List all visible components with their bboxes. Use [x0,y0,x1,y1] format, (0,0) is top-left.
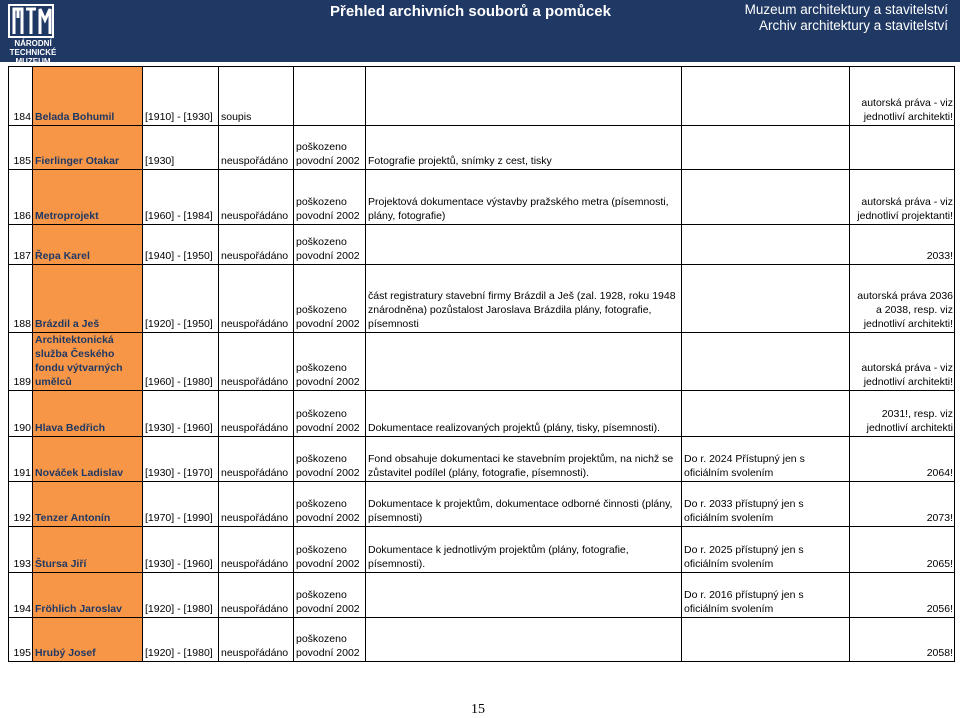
damage-note: poškozeno povodní 2002 [294,170,366,225]
archive-table [8,66,955,662]
row-number: 194 [9,573,33,618]
logo-text-line-3: MUZEUM [15,57,51,66]
access-note [682,225,850,265]
rights-note: 2031!, resp. viz jednotliví architekti [850,391,955,437]
rights-note: 2064! [850,437,955,482]
processing-status: neuspořádáno [219,170,294,225]
date-range: [1930] - [1960] [143,527,219,573]
header-institution [745,2,948,34]
row-number: 186 [9,170,33,225]
table-row [9,527,955,573]
logo-text-line-2: TECHNICKÉ [9,48,57,57]
content-description: Fond obsahuje dokumentaci ke stavebním projektům, na nichž se zůstavitel podílel (plány, fotografie, písemnosti). [366,437,682,482]
row-number: 190 [9,391,33,437]
table-row [9,437,955,482]
table-row [9,225,955,265]
fond-name: Hrubý Josef [33,618,143,662]
processing-status: neuspořádáno [219,265,294,333]
table-row [9,126,955,170]
date-range: [1940] - [1950] [143,225,219,265]
date-range: [1960] - [1984] [143,170,219,225]
access-note [682,391,850,437]
content-description: Fotografie projektů, snímky z cest, tisky [366,126,682,170]
row-number: 192 [9,482,33,527]
access-note [682,618,850,662]
fond-name: Štursa Jiří [33,527,143,573]
institution-name: Muzeum architektury a stavitelství [744,2,948,17]
rights-note: 2033! [850,225,955,265]
processing-status: neuspořádáno [219,437,294,482]
date-range: [1910] - [1930] [143,67,219,126]
damage-note: poškozeno povodní 2002 [294,333,366,391]
fond-name: Fröhlich Jaroslav [33,573,143,618]
rights-note: 2073! [850,482,955,527]
damage-note: poškozeno povodní 2002 [294,391,366,437]
row-number: 187 [9,225,33,265]
table-row [9,67,955,126]
table-row [9,482,955,527]
rights-note: autorská práva - viz jednotliví architekti! [850,333,955,391]
ntm-logo-icon [8,4,54,38]
content-description: Projektová dokumentace výstavby pražského metra (písemnosti, plány, fotografie) [366,170,682,225]
damage-note: poškozeno povodní 2002 [294,437,366,482]
damage-note: poškozeno povodní 2002 [294,482,366,527]
fond-name: Metroprojekt [33,170,143,225]
processing-status: neuspořádáno [219,126,294,170]
row-number: 191 [9,437,33,482]
row-number: 193 [9,527,33,573]
content-description [366,67,682,126]
access-note: Do r. 2033 přístupný jen s oficiálním svolením [682,482,850,527]
fond-name: Hlava Bedřich [33,391,143,437]
rights-note [850,126,955,170]
date-range: [1960] - [1980] [143,333,219,391]
access-note: Do r. 2025 přístupný jen s oficiálním svolením [682,527,850,573]
damage-note: poškozeno povodní 2002 [294,225,366,265]
processing-status: neuspořádáno [219,573,294,618]
processing-status: soupis [219,67,294,126]
damage-note: poškozeno povodní 2002 [294,573,366,618]
row-number: 188 [9,265,33,333]
rights-note: 2058! [850,618,955,662]
logo-text-line-1: NÁRODNÍ [14,39,52,48]
processing-status: neuspořádáno [219,527,294,573]
access-note [682,265,850,333]
rights-note: autorská práva - viz jednotliví architekti! [850,67,955,126]
content-description: Dokumentace k projektům, dokumentace odborné činnosti (plány, písemnosti) [366,482,682,527]
table-row [9,573,955,618]
department-name: Archiv architektury a stavitelství [758,18,948,33]
fond-name: Architektonická služba Českého fondu výtvarných umělců [33,333,143,391]
access-note [682,126,850,170]
content-description: Dokumentace k jednotlivým projektům (plány, fotografie, písemnosti). [366,527,682,573]
damage-note: poškozeno povodní 2002 [294,527,366,573]
fond-name: Nováček Ladislav [33,437,143,482]
access-note [682,67,850,126]
museum-logo [4,2,58,66]
date-range: [1920] - [1980] [143,618,219,662]
rights-note: 2065! [850,527,955,573]
table-row [9,333,955,391]
date-range: [1920] - [1950] [143,265,219,333]
fond-name: Tenzer Antonín [33,482,143,527]
damage-note: poškozeno povodní 2002 [294,618,366,662]
row-number: 189 [9,333,33,391]
fond-name: Belada Bohumil [33,67,143,126]
date-range: [1920] - [1980] [143,573,219,618]
date-range: [1930] - [1970] [143,437,219,482]
page-title: Přehled archivních souborů a pomůcek [330,3,611,20]
content-description [366,618,682,662]
content-description: Dokumentace realizovaných projektů (plány, tisky, písemnosti). [366,391,682,437]
content-description [366,225,682,265]
row-number: 184 [9,67,33,126]
date-range: [1930] [143,126,219,170]
table-row [9,618,955,662]
processing-status: neuspořádáno [219,482,294,527]
fond-name: Fierlinger Otakar [33,126,143,170]
date-range: [1930] - [1960] [143,391,219,437]
table-row [9,391,955,437]
content-description [366,573,682,618]
access-note: Do r. 2024 Přístupný jen s oficiálním svolením [682,437,850,482]
row-number: 195 [9,618,33,662]
fond-name: Řepa Karel [33,225,143,265]
fond-name: Brázdil a Ješ [33,265,143,333]
content-description: část registratury stavební firmy Brázdil a Ješ (zal. 1928, roku 1948 znárodněna) pozůstalost Jaroslava Brázdila plány, fotografie, písemnosti [366,265,682,333]
processing-status: neuspořádáno [219,333,294,391]
table-row [9,265,955,333]
access-note: Do r. 2016 přístupný jen s oficiálním svolením [682,573,850,618]
page-number: 15 [471,702,485,717]
access-note [682,333,850,391]
damage-note: poškozeno povodní 2002 [294,265,366,333]
rights-note: autorská práva - viz jednotliví projektanti! [850,170,955,225]
content-description [366,333,682,391]
rights-note: autorská práva 2036 a 2038, resp. viz jednotliví architekti! [850,265,955,333]
page-header [0,0,960,66]
table-row [9,170,955,225]
row-number: 185 [9,126,33,170]
damage-note: poškozeno povodní 2002 [294,126,366,170]
damage-note [294,67,366,126]
processing-status: neuspořádáno [219,391,294,437]
processing-status: neuspořádáno [219,225,294,265]
processing-status: neuspořádáno [219,618,294,662]
access-note [682,170,850,225]
rights-note: 2056! [850,573,955,618]
date-range: [1970] - [1990] [143,482,219,527]
